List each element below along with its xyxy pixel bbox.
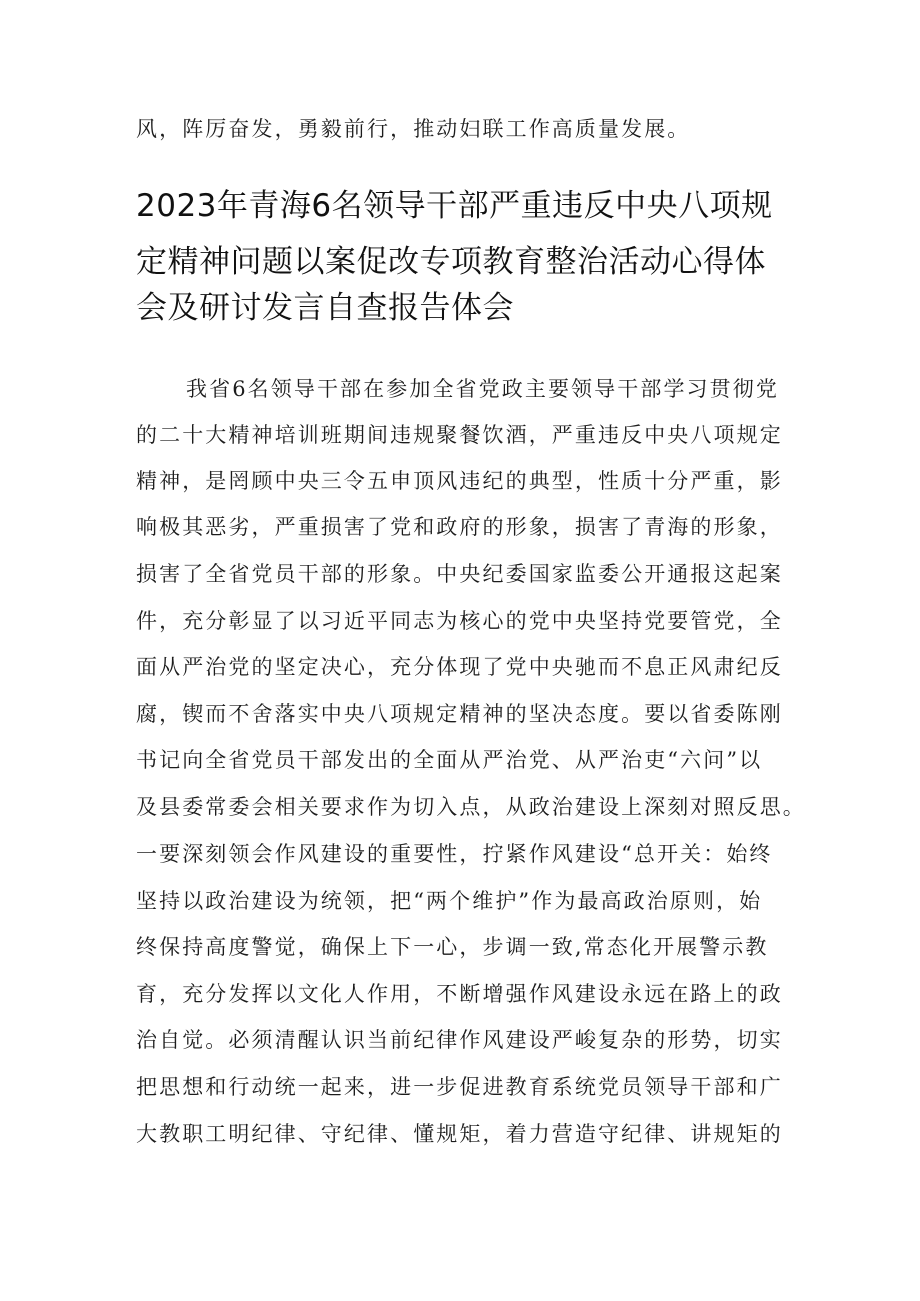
body-line-17: 大教职工明纪律、守纪律、懂规矩，着力营造守纪律、讲规矩的 — [136, 1122, 783, 1146]
body-line-4: 响极其恶劣，严重损害了党和政府的形象，损害了青海的形象， — [136, 515, 783, 539]
title-line-1: 2023年青海6名领导干部严重违反中央八项规 — [136, 188, 773, 224]
body-line-6: 件，充分彰显了以习近平同志为核心的党中央坚持党要管党，全 — [136, 609, 783, 633]
body-line-1: 我省6名领导干部在参加全省党政主要领导干部学习贯彻党 — [186, 377, 779, 401]
body-line-9: 书记向全省党员干部发出的全面从严治党、从严治吏“六问”以 — [136, 748, 763, 772]
body-line-16: 把思想和行动统一起来，进一步促进教育系统党员领导干部和广 — [136, 1075, 783, 1099]
body-line-15: 治自觉。必须清醒认识当前纪律作风建设严峻复杂的形势，切实 — [136, 1028, 783, 1052]
intro-line: 风，阵厉奋发，勇毅前行，推动妇联工作高质量发展。 — [136, 117, 691, 141]
body-line-2: 的二十大精神培训班期间违规聚餐饮酒，严重违反中央八项规定 — [136, 423, 783, 447]
body-line-8: 腐，锲而不舍落实中央八项规定精神的坚决态度。要以省委陈刚 — [136, 702, 783, 726]
body-line-14: 育，充分发挥以文化人作用，不断增强作风建设永远在路上的政 — [136, 982, 783, 1006]
body-line-10: 及县委常委会相关要求作为切入点，从政治建设上深刻对照反思。 — [136, 795, 806, 819]
body-line-5: 损害了全省党员干部的形象。中央纪委国家监委公开通报这起案 — [136, 562, 783, 586]
title-line-3: 会及研讨发言自查报告体会 — [136, 290, 514, 326]
body-line-3: 精神，是罔顾中央三令五申顶风违纪的典型，性质十分严重，影 — [136, 469, 783, 493]
body-line-13: 终保持高度警觉，确保上下一心，步调一致,常态化开展警示教 — [136, 935, 769, 959]
title-line-2: 定精神问题以案促改专项教育整治活动心得体 — [136, 244, 766, 280]
body-line-11: 一要深刻领会作风建设的重要性，拧紧作风建设“总开关：始终 — [136, 842, 773, 866]
body-line-12: 坚持以政治建设为统领，把“两个维护”作为最高政治原则，始 — [136, 889, 763, 913]
body-line-7: 面从严治党的坚定决心，充分体现了党中央驰而不息正风肃纪反 — [136, 655, 783, 679]
